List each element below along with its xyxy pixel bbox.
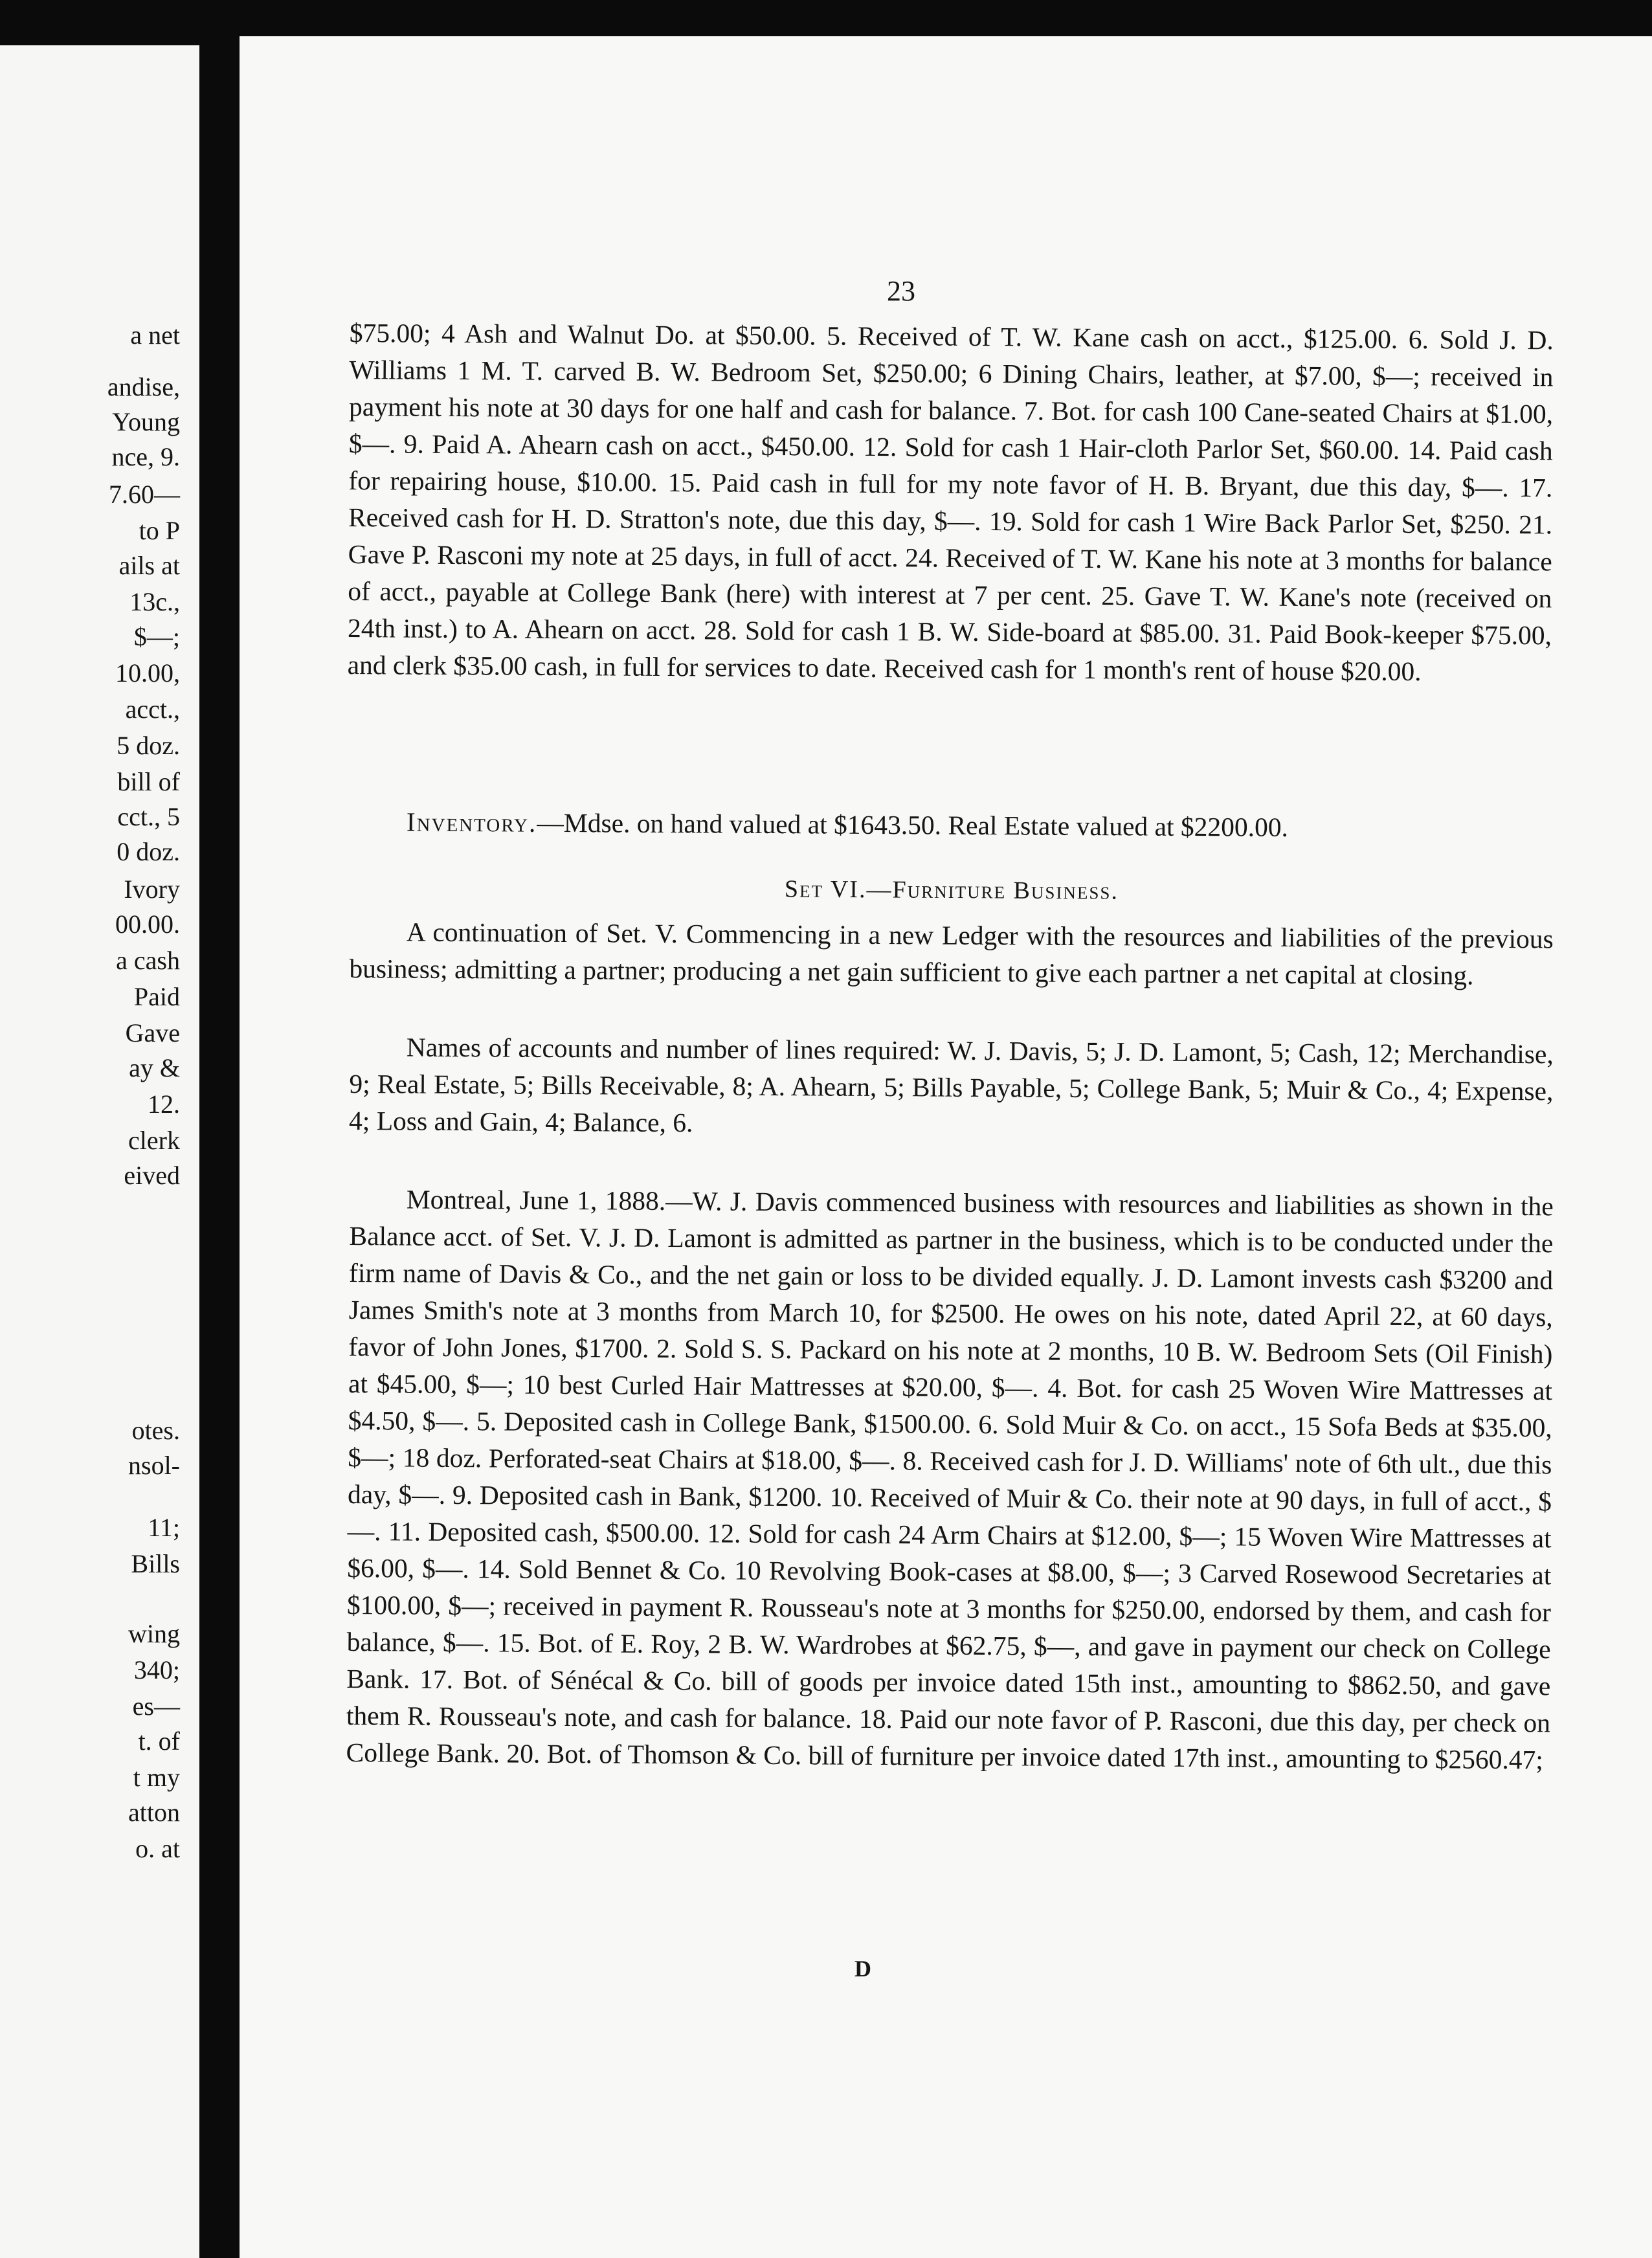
adjacent-left-page (0, 45, 199, 2258)
signature-mark: D (854, 1956, 871, 1982)
left-page-line: a cash (116, 946, 180, 975)
accounts-paragraph-block (349, 1029, 1554, 1146)
left-page-line: 10.00, (115, 658, 180, 687)
left-page-line: 340; (133, 1655, 180, 1684)
left-page-line: nce, 9. (111, 442, 180, 471)
left-page-line: Young (112, 407, 180, 436)
main-page (240, 36, 1652, 2258)
paragraph-2: A continuation of Set. V. Commencing in a new Ledger with the resources and liabilities of the previous business; admitting a partner; producing a net gain sufficient to give each partner a net capital at closing. (349, 917, 1554, 990)
left-page-line: cct., 5 (117, 802, 180, 831)
inventory-paragraph (350, 803, 1554, 847)
text-paragraph-continued (348, 315, 1554, 691)
left-page-line: andise, (107, 372, 180, 401)
left-page-line: ay & (129, 1053, 180, 1082)
paragraph-3: Names of accounts and number of lines required: W. J. Davis, 5; J. D. Lamont, 5; Cash, 12; Merchandise, 9; Real Estate, 5; Bills Receivable, 8; A. Ahearn, 5; Bills Payable, 5; College Bank, 5; Muir & Co., 4; Expense, 4; Loss and Gain, 4; Balance, 6. (348, 1032, 1554, 1138)
left-page-line: atton (128, 1798, 180, 1827)
paragraph-4: Montreal, June 1, 1888.—W. J. Davis commenced business with resources and liabilities as shown in the Balance acct. of Set. V. J. D. Lamont is admitted as partner in the business, which is to be conducted under the firm name of Davis & Co., and the net gain or loss to be divided equally. J. D. Lamont invests cash $3200 and James Smith's note at 3 months from March 10, for $2500. He owes on his note, dated April 22, at 60 days, favor of John Jones, $1700. 2. Sold S. S. Packard on his note at 2 months, 10 B. W. Bedroom Sets (Oil Finish) at $45.00, $—; 10 best Curled Hair Mattresses at $20.00, $—. 4. Bot. for cash 25 Woven Wire Mattresses at $4.50, $—. 5. Deposited cash in College Bank, $1500.00. 6. Sold Muir & Co. on acct., 15 Sofa Beds at $35.00, $—; 18 doz. Perforated-seat Chairs at $18.00, $—. 8. Received cash for J. D. Williams' note of 6th ult., due this day, $—. 9. Deposited cash in Bank, $1200. 10. Received of Muir & Co. their note at 90 days, in full of acct., $—. 11. Deposited cash, $500.00. 12. Sold for cash 24 Arm Chairs at $12.00, $—; 15 Woven Wire Mattresses at $6.00, $—. 14. Sold Bennet & Co. 10 Revolving Book-cases at $8.00, $—; 3 Carved Rosewood Secretaries at $100.00, $—; received in payment R. Rousseau's note at 3 months for $250.00, endorsed by them, and cash for balance, $—. 15. Bot. of E. Roy, 2 B. W. Wardrobes at $62.75, $—, and gave in payment our check on College Bank. 17. Bot. of Sénécal & Co. bill of goods per invoice dated 15th inst., amounting to $862.50, and gave them R. Rousseau's note, and cash for balance. 18. Paid our note favor of P. Rasconi, due this day, per check on College Bank. 20. Bot. of Thomson & Co. bill of furniture per invoice dated 17th inst., amounting to $2560.47; (346, 1184, 1554, 1775)
left-page-line: 12. (148, 1090, 180, 1119)
section-heading: Set VI.—Furniture Business. (784, 875, 1119, 905)
left-page-line: Bills (131, 1549, 180, 1578)
left-page-line: eived (124, 1161, 180, 1190)
paragraph-1: $75.00; 4 Ash and Walnut Do. at $50.00. 5. Received of T. W. Kane cash on acct., $125.00. 6. Sold J. D. Williams 1 M. T. carved B. W. Bedroom Set, $250.00; 6 Dining Chairs, leather, at $7.00, $—; received in payment his note at 30 days for one half and cash for balance. 7. Bot. for cash 100 Cane-seated Chairs at $1.00, $—. 9. Paid A. Ahearn cash on acct., $450.00. 12. Sold for cash 1 Hair-cloth Parlor Set, $60.00. 14. Paid cash for repairing house, $10.00. 15. Paid cash in full for my note favor of H. B. Bryant, due this day, $—. 17. Received cash for H. D. Stratton's note, due this day, $—. 19. Sold for cash 1 Wire Back Parlor Set, $250. 21. Gave P. Rasconi my note at 25 days, in full of acct. 24. Received of T. W. Kane his note at 3 months for balance of acct., payable at College Bank (here) with interest at 7 per cent. 25. Gave T. W. Kane's note (received on 24th inst.) to A. Ahearn on acct. 28. Sold for cash 1 B. W. Side-board at $85.00. 31. Paid Book-keeper $75.00, and clerk $35.00 cash, in full for services to date. Received cash for 1 month's rent of house $20.00. (347, 317, 1554, 687)
left-page-line: otes. (131, 1416, 180, 1445)
left-page-line: nsol- (128, 1451, 180, 1480)
inventory-text: —Mdse. on hand valued at $1643.50. Real Estate valued at $2200.00. (537, 807, 1289, 842)
left-page-line: Ivory (124, 875, 180, 904)
left-page-line: 5 doz. (117, 731, 180, 760)
inventory-label: Inventory. (406, 807, 537, 838)
left-page-line: 11; (148, 1513, 180, 1542)
left-page-line: ails at (118, 551, 180, 580)
left-page-line: t. of (138, 1727, 180, 1756)
left-page-line: 13c., (129, 587, 180, 616)
left-page-line: $—; (133, 622, 180, 651)
transactions-paragraph-block (346, 1181, 1554, 1778)
left-page-line: wing (128, 1619, 180, 1648)
left-page-line: 0 doz. (117, 837, 180, 866)
left-page-line: Gave (125, 1018, 180, 1047)
left-page-line: es— (132, 1692, 180, 1721)
page-number: 23 (887, 275, 915, 307)
left-page-line: acct., (125, 695, 180, 724)
left-page-line: to P (139, 516, 180, 545)
left-page-line: 00.00. (115, 910, 180, 939)
left-page-line: o. at (135, 1834, 180, 1863)
left-page-line: 7.60— (109, 480, 180, 509)
left-page-line: t my (133, 1763, 180, 1792)
left-page-line: Paid (133, 982, 180, 1011)
left-page-line: a net (130, 320, 180, 350)
intro-paragraph-block (349, 913, 1554, 994)
page-gutter (199, 0, 240, 2258)
left-page-line: bill of (117, 767, 180, 796)
left-page-line: clerk (128, 1126, 180, 1155)
